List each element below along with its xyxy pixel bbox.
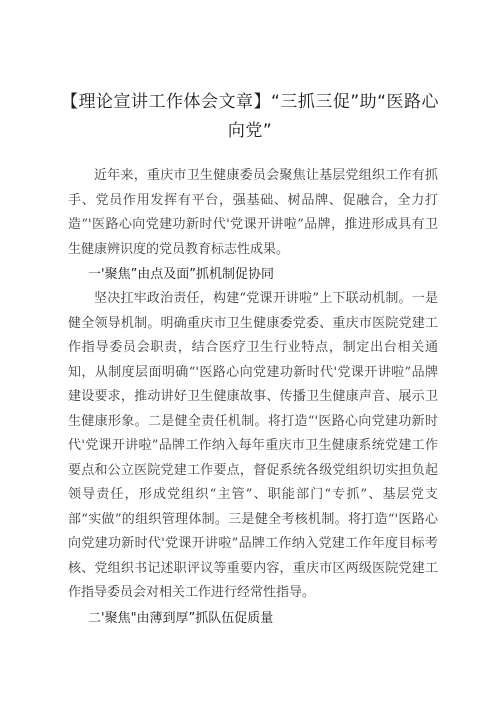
section-heading-2: 二'聚焦"由薄到厚”抓队伍促质量 — [88, 610, 274, 626]
section-heading-1: 一'聚焦”由点及面”抓机制促协同 — [88, 267, 275, 282]
article-title: 【理论宣讲工作体会文章】“三抓三促”助“医路心向党” — [61, 92, 439, 141]
intro-paragraph: 近年来，重庆市卫生健康委员会聚焦让基层党组织工作有抓手、党员作用发挥有平台，强基础、树品牌、促融合，全力打造“'医路心向党建功新时代'党课开讲啦”品牌，推进形成具有卫生健康辨识度的党员教育标志性成果。 — [68, 168, 438, 257]
section-1-paragraph: 坚决扛牢政治责任，构建“党课开讲啦”上下联动机制。一是健全领导机制。明确重庆市卫生健康委党委、重庆市医院党建工作指导委员会职责，结合医疗卫生行业特点，制定出台相关通知，从制度层面明确“'医路心向党建功新时代'党课开讲啦”品牌建设要求，推动讲好卫生健康故事、传播卫生健康声音、展示卫生健康形象。二是健全责任机制。将打造“'医路心向党建功新时代'党课开讲啦”品牌工作纳入每年重庆市卫生健康系统党建工作要点和公立医院党建工作要点，督促系统各级党组织切实担负起领导责任，形成党组织“主管”、职能部门“专抓”、基层党支部“实做”的组织管理体制。三是健全考核机制。将打造“'医路心向党建功新时代'党课开讲啦”品牌工作纳入党建工作年度目标考核、党组织书记述职评议等重要内容，重庆市区两级医院党建工作指导委员会对相关工作进行经常性指导。 — [68, 291, 438, 600]
article-body — [68, 164, 438, 631]
